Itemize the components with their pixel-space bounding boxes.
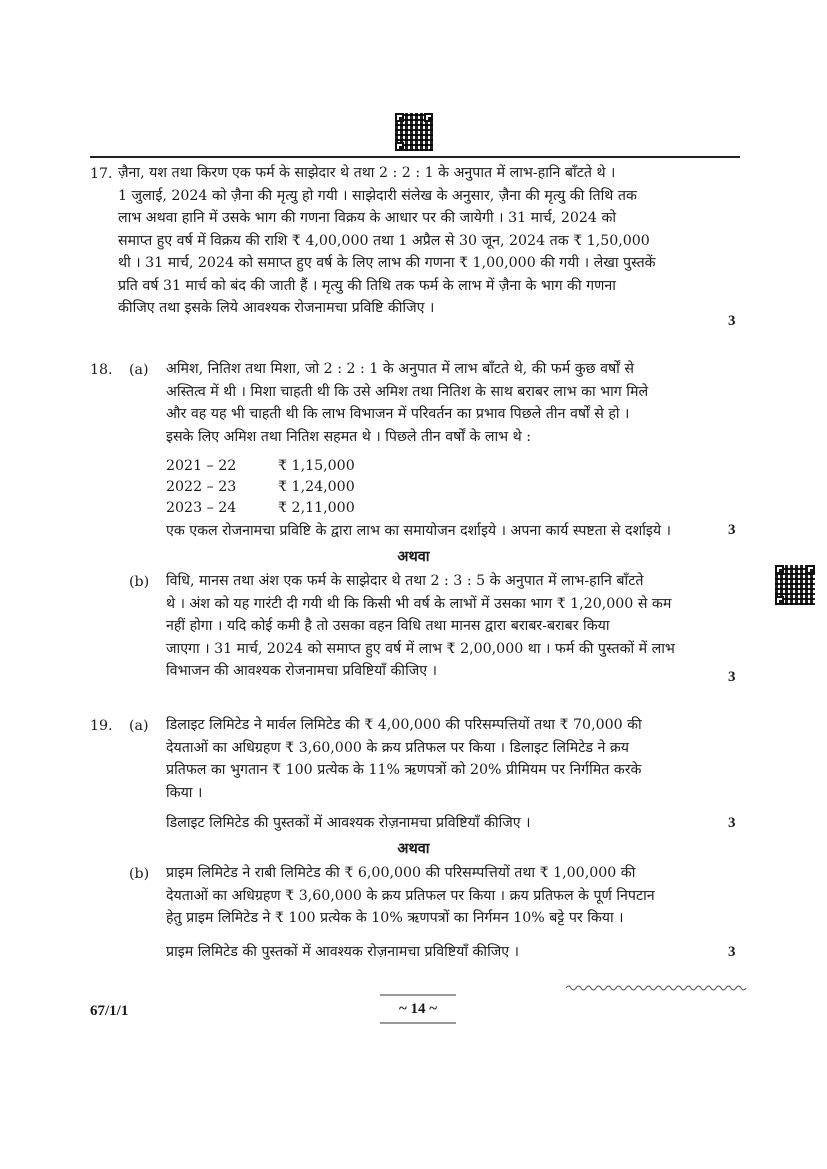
question-19a-text — [166, 714, 711, 804]
text-line: ज़ैना, यश तथा किरण एक फर्म के साझेदार थे तथा 2 : 2 : 1 के अनुपात में लाभ-हानि बाँटते थे । — [118, 165, 616, 181]
profit-year: 2021 – 22 — [166, 458, 237, 474]
text-line: प्रति वर्ष 31 मार्च को बंद की जाती हैं । मृत्यु की तिथि तक फर्म के लाभ में ज़ैना के भाग की गणना — [118, 277, 616, 294]
text-line: 1 जुलाई, 2024 को ज़ैना की मृत्यु हो गयी । साझेदारी संलेख के अनुसार, ज़ैना की मृत्यु की तिथि तक — [118, 187, 637, 204]
profit-year: 2023 – 24 — [166, 500, 237, 516]
profit-year: 2022 – 23 — [166, 479, 237, 495]
text-line: थे । अंश को यह गारंटी दी गयी थी कि किसी भी वर्ष के लाभों में उसका भाग ₹ 1,20,000 से कम — [166, 595, 672, 612]
question-18b-label: (b) — [129, 574, 150, 590]
question-18a-closing: एक एकल रोजनामचा प्रविष्टि के द्वारा लाभ का समायोजन दर्शाइये । अपना कार्य स्पष्टता से दर्शाइये । — [166, 523, 671, 539]
profit-row — [166, 477, 355, 498]
text-line: थी । 31 मार्च, 2024 को समाप्त हुए वर्ष के लिए लाभ की गणना ₹ 1,00,000 की गयी । लेखा पुस्तकें — [118, 255, 656, 271]
text-line: हेतु प्राइम लिमिटेड ने ₹ 100 प्रत्येक के 10% ऋणपत्रों का निर्गमन 10% बट्टे पर किया । — [166, 910, 624, 926]
profit-amount: ₹ 1,15,000 — [278, 458, 355, 474]
text-line: और वह यह भी चाहती थी कि लाभ विभाजन में परिवर्तन का प्रभाव पिछले तीन वर्षों से हो । — [166, 406, 630, 422]
profit-amount: ₹ 2,11,000 — [278, 500, 355, 516]
text-line: देयताओं का अधिग्रहण ₹ 3,60,000 के क्रय प्रतिफल पर किया । डिलाइट लिमिटेड ने क्रय — [166, 739, 629, 756]
qr-code-top — [395, 113, 433, 151]
page-number: ~ 14 ~ — [380, 994, 456, 1024]
qr-code-side — [775, 565, 815, 605]
question-18a-marks: 3 — [728, 522, 736, 538]
text-line: देयताओं का अधिग्रहण ₹ 3,60,000 के क्रय प्रतिफल पर किया । क्रय प्रतिफल के पूर्ण निपटान — [166, 887, 655, 904]
profit-row — [166, 498, 355, 519]
question-19-number: 19. — [90, 718, 113, 734]
profit-table — [166, 456, 355, 519]
text-line: अमिश, नितिश तथा मिशा, जो 2 : 2 : 1 के अनुपात में लाभ बाँटते थे, की फर्म कुछ वर्षों से — [166, 361, 634, 377]
question-19a-marks: 3 — [728, 815, 736, 831]
text-line: नहीं होगा । यदि कोई कमी है तो उसका वहन विधि तथा मानस द्वारा बराबर-बराबर किया — [166, 618, 610, 634]
text-line: कीजिए तथा इसके लिये आवश्यक रोजनामचा प्रविष्टि कीजिए । — [118, 300, 435, 316]
wavy-end-line — [566, 984, 748, 992]
text-line: समाप्त हुए वर्ष में विक्रय की राशि ₹ 4,00,000 तथा 1 अप्रैल से 30 जून, 2024 तक ₹ 1,50,000 — [118, 232, 650, 249]
question-19b-text — [166, 862, 711, 930]
text-line: इसके लिए अमिश तथा नितिश सहमत थे । पिछले तीन वर्षों के लाभ थे : — [166, 428, 532, 445]
question-18b-marks: 3 — [728, 669, 736, 685]
question-19a-label: (a) — [129, 718, 149, 734]
question-18-number: 18. — [90, 362, 113, 378]
text-line: किया । — [166, 784, 203, 801]
text-line: विधि, मानस तथा अंश एक फर्म के साझेदार थे तथा 2 : 3 : 5 के अनुपात में लाभ-हानि बाँटते — [166, 573, 644, 589]
or-separator-19: अथवा — [397, 840, 430, 857]
text-line: विभाजन की आवश्यक रोजनामचा प्रविष्टियाँ कीजिए । — [166, 663, 437, 679]
question-18b-text — [166, 570, 711, 683]
question-17-number: 17. — [90, 166, 113, 182]
question-19b-label: (b) — [129, 866, 150, 882]
question-17-text — [118, 162, 718, 320]
text-line: प्रतिफल का भुगतान ₹ 100 प्रत्येक के 11% ऋणपत्रों को 20% प्रीमियम पर निर्गमित करके — [166, 762, 642, 778]
profit-amount: ₹ 1,24,000 — [278, 479, 355, 495]
text-line: जाएगा । 31 मार्च, 2024 को समाप्त हुए वर्ष में लाभ ₹ 2,00,000 था । फर्म की पुस्तकों में लाभ — [166, 640, 675, 657]
text-line: प्राइम लिमिटेड ने राबी लिमिटेड की ₹ 6,00,000 की परिसम्पत्तियों तथा ₹ 1,00,000 की — [166, 865, 636, 881]
text-line: लाभ अथवा हानि में उसके भाग की गणना विक्रय के आधार पर की जायेगी । 31 मार्च, 2024 को — [118, 210, 617, 226]
question-18a-text — [166, 358, 711, 448]
question-19b-marks: 3 — [728, 944, 736, 960]
profit-row — [166, 456, 355, 477]
question-18a-label: (a) — [129, 362, 149, 378]
paper-code: 67/1/1 — [90, 1003, 129, 1019]
text-line: डिलाइट लिमिटेड ने मार्वल लिमिटेड की ₹ 4,00,000 की परिसम्पत्तियों तथा ₹ 70,000 की — [166, 717, 642, 733]
header-rule — [90, 156, 740, 158]
question-19a-closing: डिलाइट लिमिटेड की पुस्तकों में आवश्यक रोज़नामचा प्रविष्टियाँ कीजिए । — [166, 815, 531, 831]
or-separator-18: अथवा — [397, 548, 430, 565]
question-19b-closing: प्राइम लिमिटेड की पुस्तकों में आवश्यक रोज़नामचा प्रविष्टियाँ कीजिए । — [166, 944, 520, 960]
question-17-marks: 3 — [728, 313, 736, 329]
text-line: अस्तित्व में थी । मिशा चाहती थी कि उसे अमिश तथा नितिश के साथ बराबर लाभ का भाग मिले — [166, 383, 649, 400]
